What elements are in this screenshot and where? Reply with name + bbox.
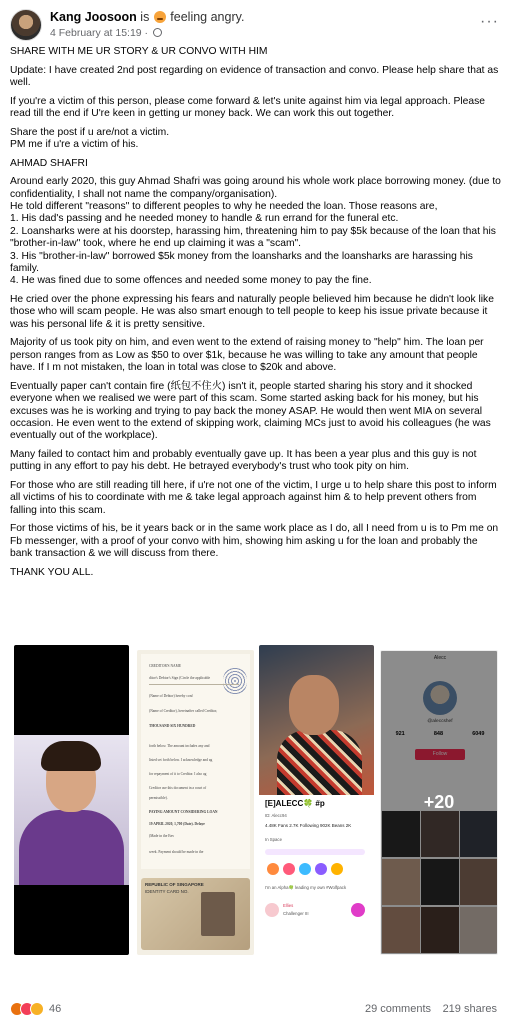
identity-card	[141, 878, 250, 950]
photo-profile-screenshot[interactable]	[259, 645, 374, 975]
profile-id: ID: Alecc94	[265, 813, 287, 818]
photo-grid	[10, 640, 501, 980]
post-line: 3. His "brother-in-law" borrowed $5k money from the loansharks and the loansharks are harassing his family.	[10, 250, 473, 275]
post-paragraph: SHARE WITH ME UR STORY & UR CONVO WITH HIM	[10, 46, 268, 57]
author-avatar[interactable]	[10, 9, 42, 41]
profile-status: In Space	[265, 837, 282, 842]
reactions-summary[interactable]	[10, 1002, 61, 1016]
profile-rank: Ellies	[283, 903, 294, 908]
author-line	[50, 10, 244, 25]
globe-icon	[153, 28, 162, 37]
post-paragraph: AHMAD SHAFRI	[10, 157, 88, 169]
comments-count[interactable]: 29 comments	[364, 1003, 431, 1015]
profile-bio: I'm an Alpha🍀 leading my own #Wolfpack	[265, 885, 347, 890]
tiktok-title: Alecc	[433, 655, 447, 661]
post-paragraph: For those who are still reading till here, if u're not one of the victim, I urge u to help share this post to inform all victims of his to coordinate with me & take legal approach against him & to help prevent others from falling into this scam.	[10, 480, 497, 516]
post-footer	[10, 1000, 501, 1020]
post-body	[10, 46, 501, 585]
photo-tiktok-screenshot[interactable]	[380, 650, 498, 955]
post-line: 1. His dad's passing and he needed money to handle & run errand for the funeral etc.	[10, 213, 399, 225]
more-options-icon[interactable]: ···	[480, 13, 499, 30]
post-paragraph: Majority of us took pity on him, and even went to the extend of raising money to "help" him. The loan per person ranges from as Low as $50 to over $1k, because he was willing to take any amount that people have. If I m not mistaken, the loan in total was close to $20k and above.	[10, 337, 484, 374]
post-paragraph: Many failed to contact him and probably eventually gave up. It has been a year plus and this guy is not putting in any effort to pay his debt. He betrayed everybody's trust who took pity on him.	[10, 449, 477, 473]
post-line: 2. Loansharks were at his doorstep, harassing him, threatening him to pay $5k because of the loan that his "brother-in-law" took, where he end up claiming it was a "scam".	[10, 225, 496, 250]
doc-line: week. Payment should be made in the	[149, 850, 204, 854]
doc-line: ditor's Debtor's Sign (Circle the applicable	[149, 676, 211, 680]
tiktok-count: 848	[433, 731, 444, 737]
reaction-count: 46	[49, 1003, 62, 1015]
post-line: Share the post if u are/not a victim.	[10, 126, 170, 138]
profile-handle: [E]ALECC🍀 #p	[265, 799, 325, 808]
doc-line: Creditor use this document in a court of	[149, 786, 207, 790]
shares-count[interactable]: 219 shares	[442, 1003, 497, 1015]
status-prefix: is	[140, 10, 150, 24]
loan-document	[141, 654, 250, 869]
tiktok-count: 6049	[472, 731, 485, 737]
post-paragraph: If you're a victim of this person, please come forward & let's unite against him via legal approach. Please read till the end if U're keen in getting ur money back. We can work this out together.	[10, 95, 485, 119]
post-paragraph: For those victims of his, be it years back or in the same work place as I do, all I need from u is to Pm me on Fb messenger, with a proof of your convo with him, showing him asking u for the loan and probably the bank transaction & we will discuss from there.	[10, 523, 499, 560]
doc-line: for repayment of it to Creditor. I also ag	[149, 772, 207, 776]
wow-reaction-icon	[30, 1002, 44, 1016]
id-card-title: REPUBLIC OF SINGAPORE	[145, 882, 204, 887]
post-timestamp[interactable]: 4 February at 15:19 ·	[50, 27, 149, 39]
post-paragraph: He cried over the phone expressing his fears and naturally people believed him because he didn't look like those who will scam people. He was also smart enough to tell people to keep his issue private because it was his personal life & it is pretty sensitive.	[10, 294, 494, 330]
post-line: He told different "reasons" to different peoples to why he needed the loan. Those reasons are,	[10, 201, 438, 212]
tiktok-username: @aleccshef	[427, 719, 453, 724]
post-paragraph	[10, 127, 501, 152]
doc-line: listed set forth below. I acknowledge and ag	[149, 758, 213, 762]
doc-line: permissible).	[149, 796, 168, 800]
photo-loan-document[interactable]	[137, 650, 254, 955]
doc-line: THOUSAND SIX HUNDRED	[149, 724, 196, 728]
post-paragraph: THANK YOU ALL.	[10, 566, 94, 578]
post-line: 4. He was fined due to some offences and needed some money to pay the fine.	[10, 275, 372, 287]
id-card-subtitle: IDENTITY CARD NO.	[145, 889, 189, 894]
post-line: Around early 2020, this guy Ahmad Shafri was going around his whole work place borrowing money. (due to confidentiality, I shall not name the company/organisation).	[10, 176, 501, 200]
angry-emoji-icon	[154, 11, 166, 23]
id-card-photo	[201, 892, 235, 936]
doc-line: PAYING AMOUNT CONSIDERING LOAN	[149, 810, 218, 814]
post-paragraph: Update: I have created 2nd post regarding on evidence of transaction and convo. Please help share that as well.	[10, 64, 499, 88]
author-name[interactable]: Kang Joosoon	[50, 10, 137, 24]
post-line: PM me if u're a victim of his.	[10, 139, 139, 150]
profile-card	[259, 795, 374, 975]
tiktok-follow-button: Follow	[415, 749, 465, 760]
post-header	[10, 7, 501, 43]
doc-line: 19 APRIL 2020, 1,700 (Date). Delaye	[149, 822, 205, 826]
fingerprint-mark	[223, 666, 247, 696]
doc-line: (Made in the Env	[149, 834, 175, 838]
status-feeling: feeling angry.	[170, 10, 245, 24]
post-meta	[50, 27, 162, 39]
post-paragraph: Eventually paper can't contain fire (纸包不住火) isn't it, people started sharing his story and it shocked everyone when we realised we were part of this scam. Some started asking back for his money, but his excuses was he is working and trying to pay back the money ASAP. He would then went MIA on several occasion. He even went to the extend of skipping work, claiming MCs just to avoid his colleagues (he was eventually out of the workplace).	[10, 380, 491, 442]
doc-line: (Name of Creditor), hereinafter called Creditor,	[149, 709, 218, 713]
profile-photo	[259, 645, 374, 795]
more-photos-overlay[interactable]: +20	[381, 651, 497, 954]
doc-line: CREDITOR'S NAME	[149, 664, 182, 668]
profile-rank-sub: Challenger III	[283, 911, 309, 916]
photo-portrait[interactable]	[14, 645, 129, 955]
tiktok-count: 921	[395, 731, 405, 737]
profile-stats: 4.48K Fans 2.7K Following 902K Beans 2K	[265, 823, 352, 828]
doc-line: (Name of Debtor) hereby conf	[149, 694, 193, 698]
doc-line: forth below. The amount includes any and	[149, 744, 210, 748]
post-paragraph	[10, 176, 501, 288]
